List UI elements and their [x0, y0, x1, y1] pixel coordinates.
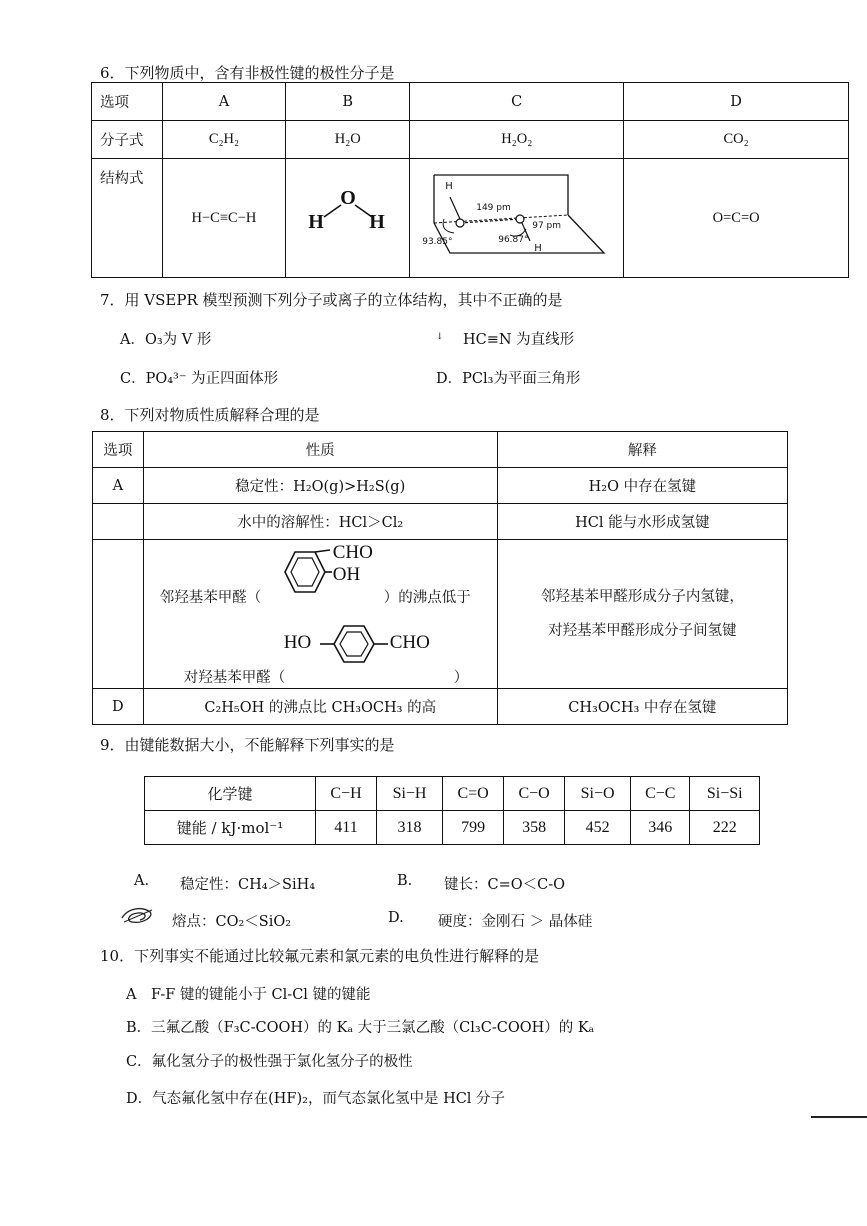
q8-row-b-option: [93, 504, 144, 540]
q8-para-cho: CHO: [389, 632, 430, 653]
q9-header-c-c: C−C: [631, 777, 690, 811]
q8-header-property: 性质: [143, 432, 497, 468]
q8-row-c-option: [93, 540, 144, 689]
q8-row-d-explanation: CH₃OCH₃ 中存在氢键: [497, 689, 787, 725]
q9-value-si-h: 318: [377, 811, 443, 845]
q8-row-a-explanation: H₂O 中存在氢键: [497, 468, 787, 504]
q8-row-c-line1-post: ）的沸点低于: [383, 590, 471, 606]
hydrogen-peroxide-diagram: [410, 159, 623, 277]
q9-stem: 9．由键能数据大小，不能解释下列事实的是: [100, 736, 395, 754]
q10-option-d: D．气态氟化氢中存在(HF)₂，而气态氯化氢中是 HCl 分子: [126, 1091, 506, 1107]
q8-para-ho: HO: [283, 632, 312, 653]
q9-header-c-h: C−H: [316, 777, 377, 811]
q6-struct-c-angle2: 96.87°: [498, 235, 529, 245]
q6-stem: 6．下列物质中，含有非极性键的极性分子是: [100, 64, 395, 82]
q9-header-si-si: Si−Si: [690, 777, 760, 811]
q10-option-a: A F-F 键的键能小于 Cl-Cl 键的键能: [126, 987, 371, 1003]
q10-option-b: B．三氟乙酸（F₃C-COOH）的 Kₐ 大于三氯乙酸（Cl₃C-COOH）的 Kₐ: [126, 1020, 595, 1036]
q10-stem: 10．下列事实不能通过比较氟元素和氯元素的电负性进行解释的是: [100, 947, 540, 965]
q6-structure-label: 结构式: [92, 159, 163, 278]
q7-option-c: C．PO₄³⁻ 为正四面体形: [120, 371, 279, 387]
q8-row-c-expl-line1: 邻羟基苯甲醛形成分子内氢键，: [540, 589, 744, 605]
q9-header-bond: 化学键: [145, 777, 316, 811]
q8-row-a-property: 稳定性：H₂O(g)>H₂S(g): [143, 468, 497, 504]
q6-struct-c-oh-length: 97 pm: [532, 221, 562, 231]
q7-option-a: A．O₃为 V 形: [120, 332, 212, 348]
q9-value-c-double-o: 799: [443, 811, 504, 845]
q6-struct-c-h1: H: [445, 181, 453, 192]
q6-formula-d: CO₂: [624, 121, 849, 159]
q8-row-d-property: C₂H₅OH 的沸点比 CH₃OCH₃ 的高: [143, 689, 497, 725]
q6-struct-b: [286, 159, 410, 278]
q6-formula-c: H₂O₂: [410, 121, 624, 159]
q6-struct-c-bond-length: 149 pm: [476, 203, 511, 213]
q9-header-si-o: Si−O: [565, 777, 631, 811]
q9-option-b: 键长：C=O＜C-O: [444, 877, 566, 893]
q6-formula-a: C₂H₂: [162, 121, 286, 159]
q8-table: [92, 431, 788, 725]
q10-option-c: C．氟化氢分子的极性强于氯化氢分子的极性: [126, 1054, 413, 1070]
q9-value-si-si: 222: [690, 811, 760, 845]
q8-row-d-option: D: [93, 689, 144, 725]
q9-bond-energy-table: [144, 776, 760, 845]
q6-struct-d: O=C=O: [624, 159, 849, 278]
q8-row-c-line2-post: ）: [453, 670, 469, 686]
q6-struct-c-angle1: 93.85°: [422, 237, 453, 247]
water-bonds-diagram: [286, 159, 409, 277]
q8-row-b-explanation: HCl 能与水形成氢键: [497, 504, 787, 540]
q9-option-a-letter: A.: [134, 873, 150, 889]
q6-struct-a: H−C≡C−H: [162, 159, 286, 278]
q8-ortho-oh: OH: [332, 564, 361, 585]
q9-value-c-c: 346: [631, 811, 690, 845]
q9-value-c-o: 358: [504, 811, 565, 845]
q9-header-c-o: C−O: [504, 777, 565, 811]
q9-header-si-h: Si−H: [377, 777, 443, 811]
q9-option-d-letter: D.: [388, 910, 404, 926]
q8-row-c-line1-pre: 邻羟基苯甲醛（: [159, 590, 262, 606]
q6-header-option: 选项: [92, 83, 163, 121]
q6-header-d: D: [624, 83, 849, 121]
q6-header-b: B: [286, 83, 410, 121]
q9-option-a: 稳定性：CH₄＞SiH₄: [180, 877, 316, 893]
q6-table: [91, 82, 849, 278]
q9-option-d: 硬度：金刚石 ＞ 晶体硅: [438, 914, 593, 930]
q9-option-b-letter: B.: [397, 873, 413, 889]
q8-stem: 8．下列对物质性质解释合理的是: [100, 406, 320, 424]
q9-value-c-h: 411: [316, 811, 377, 845]
q6-struct-b-h1: H: [308, 211, 324, 233]
page-edge-rule: [811, 1116, 867, 1118]
q6-struct-b-o: O: [340, 187, 356, 209]
q6-struct-c-h2: H: [534, 243, 542, 254]
q8-header-explanation: 解释: [497, 432, 787, 468]
q9-row-label: 键能 / kJ·mol⁻¹: [145, 811, 316, 845]
q6-header-a: A: [162, 83, 286, 121]
q8-row-b-property: 水中的溶解性：HCl＞Cl₂: [143, 504, 497, 540]
q7-option-d: D．PCl₃为平面三角形: [436, 371, 581, 387]
q9-header-c-double-o: C=O: [443, 777, 504, 811]
q8-row-c-explanation: [497, 540, 787, 689]
q6-header-c: C: [410, 83, 624, 121]
q8-ortho-cho: CHO: [332, 542, 373, 563]
q7-option-b: HC≡N 为直线形: [463, 332, 575, 348]
q9-value-si-o: 452: [565, 811, 631, 845]
q7-stem: 7．用 VSEPR 模型预测下列分子或离子的立体结构，其中不正确的是: [100, 291, 563, 309]
q6-formula-label: 分子式: [92, 121, 163, 159]
q8-row-c-line2-pre: 对羟基苯甲醛（: [183, 670, 286, 686]
q6-struct-b-h2: H: [369, 211, 385, 233]
q9-option-c: 熔点：CO₂＜SiO₂: [172, 914, 292, 930]
q8-header-option: 选项: [93, 432, 144, 468]
q8-row-c-expl-line2: 对羟基苯甲醛形成分子间氢键: [548, 623, 737, 639]
q8-row-a-option: A: [93, 468, 144, 504]
c-option-scribble: [118, 904, 158, 928]
q6-formula-b: H₂O: [286, 121, 410, 159]
q8-row-c-property: [143, 540, 497, 689]
q6-struct-c: [410, 159, 624, 278]
q7-option-b-mark: ↓: [436, 332, 444, 342]
